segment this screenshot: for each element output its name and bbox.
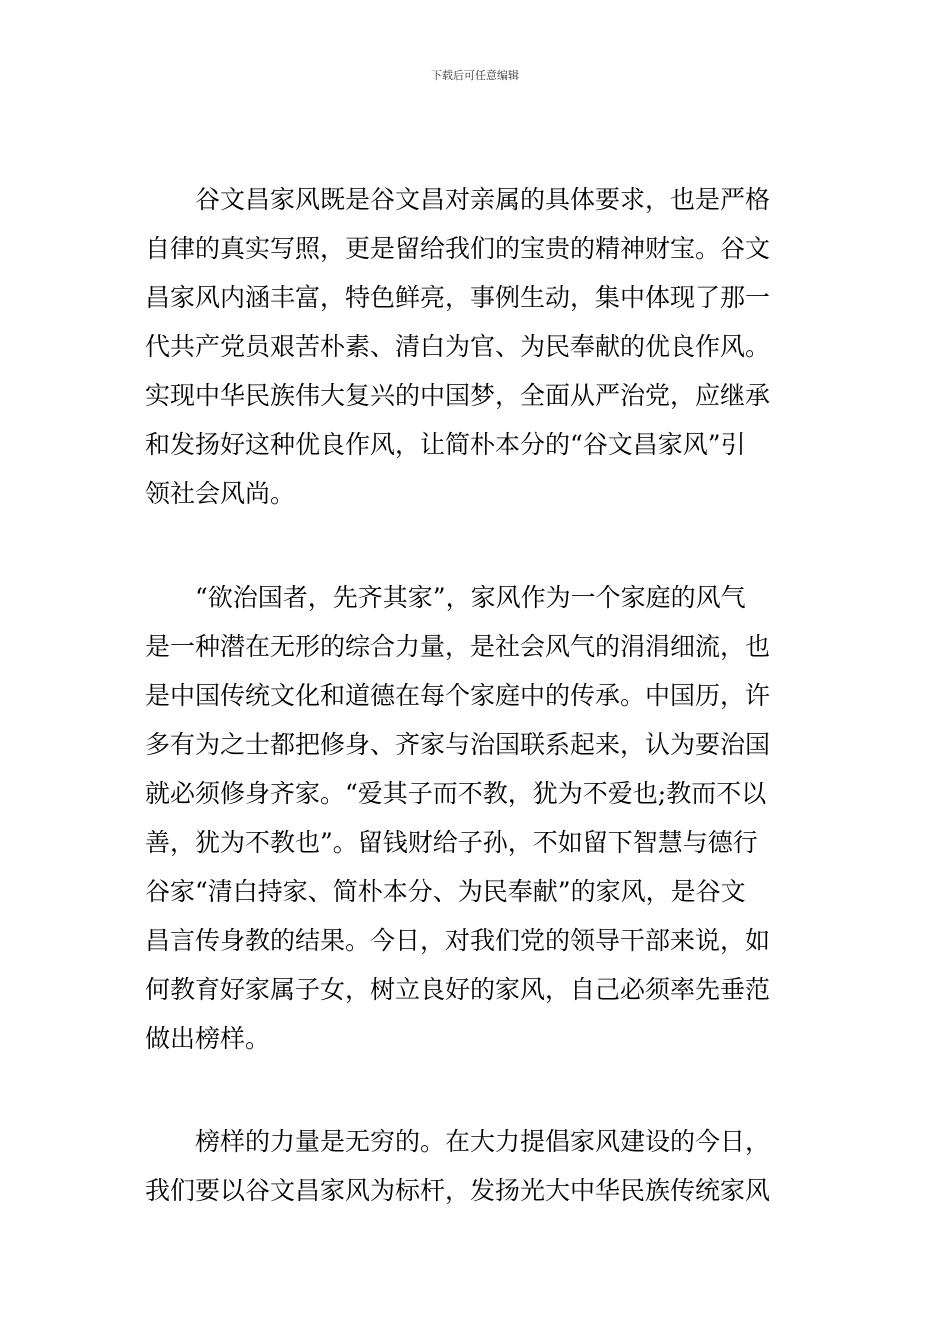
text-line: 榜样的力量是无穷的。在大力提倡家风建设的今日，	[145, 1127, 771, 1156]
text-line: 领社会风尚。	[145, 479, 296, 508]
text-line: 谷家“清白持家、简朴本分、为民奉献”的家风，是谷文	[145, 877, 746, 906]
text-line: 是中国传统文化和道德在每个家庭中的传承。中国历，许	[145, 681, 771, 710]
text-line: 多有为之士都把修身、齐家与治国联系起来，认为要治国	[145, 730, 771, 759]
text-line: “欲治国者，先齐其家”，家风作为一个家庭的风气	[145, 583, 746, 612]
text-line: 和发扬好这种优良作风，让简朴本分的“谷文昌家风”引	[145, 430, 746, 459]
text-line: 做出榜样。	[145, 1024, 271, 1053]
text-line: 实现中华民族伟大复兴的中国梦，全面从严治党，应继承	[145, 381, 771, 410]
text-line: 是一种潜在无形的综合力量，是社会风气的涓涓细流，也	[145, 632, 771, 661]
paragraph-1	[145, 175, 825, 518]
text-line: 代共产党员艰苦朴素、清白为官、为民奉献的优良作风。	[145, 332, 771, 361]
text-line: 就必须修身齐家。“爱其子而不教，犹为不爱也;教而不以	[145, 779, 767, 808]
text-line: 昌言传身教的结果。今日，对我们党的领导干部来说，如	[145, 926, 771, 955]
text-line: 我们要以谷文昌家风为标杆，发扬光大中华民族传统家风	[145, 1176, 771, 1205]
text-line: 谷文昌家风既是谷文昌对亲属的具体要求，也是严格	[145, 185, 771, 214]
text-line: 善，犹为不教也”。留钱财给子孙，不如留下智慧与德行	[145, 828, 758, 857]
text-line: 自律的真实写照，更是留给我们的宝贵的精神财宝。谷文	[145, 234, 771, 263]
text-line: 何教育好家属子女，树立良好的家风，自己必须率先垂范	[145, 975, 771, 1004]
text-line: 昌家风内涵丰富，特色鲜亮，事例生动，集中体现了那一	[145, 283, 771, 312]
page-header: 下载后可任意编辑	[431, 69, 519, 82]
paragraph-3	[145, 1117, 825, 1215]
paragraph-2	[145, 573, 825, 1063]
